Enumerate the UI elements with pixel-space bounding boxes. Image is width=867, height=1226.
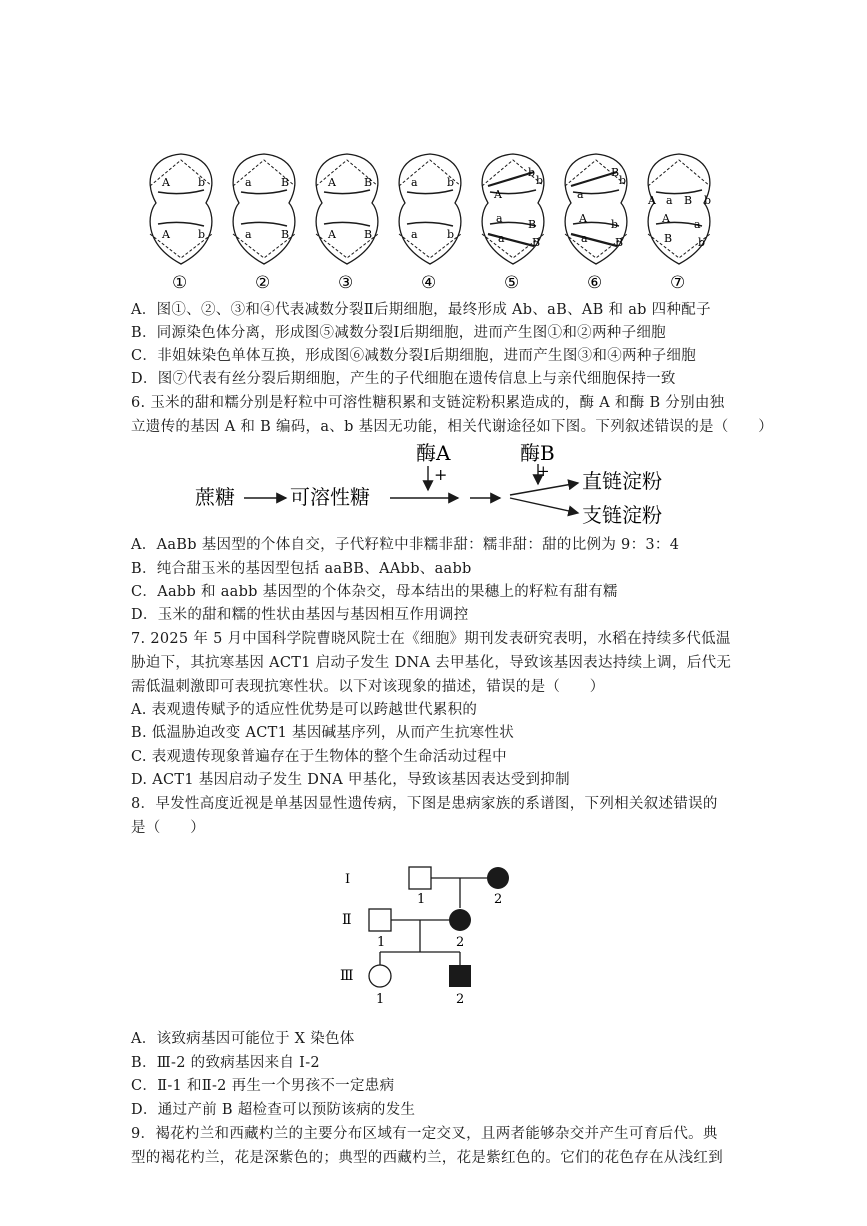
allele-label: B [611,166,620,179]
enzyme-b-label: 酶B [520,441,555,465]
allele-label: b [447,228,455,241]
q9-stem-line-2: 型的褐花杓兰，花是深紫色的；典型的西藏杓兰，花是紫红色的。它们的花色存在从浅红到 [131,1150,723,1166]
female-unaffected-III-1 [369,965,391,987]
allele-label: b [611,218,619,231]
q5-option-d: D．图⑦代表有丝分裂后期细胞，产生的子代细胞在遗传信息上与亲代细胞保持一致 [131,371,676,387]
cell-number-label: ⑤ [504,273,520,293]
dividing-cell [647,154,711,293]
allele-label: A [579,212,587,225]
individual-number: 2 [456,935,465,950]
allele-label: a [694,218,701,231]
q8-stem-line-2: 是（ ） [131,820,205,836]
allele-label: b [698,236,706,249]
allele-label: b [536,174,544,187]
q6-stem-line-1: 6. 玉米的甜和糯分别是籽粒中可溶性糖积累和支链淀粉积累造成的，酶 A 和酶 B 分别由独 [131,395,725,411]
cell-number-label: ⑥ [587,273,603,293]
generation-label-1: Ⅰ [345,872,351,887]
allele-label: B [364,228,373,241]
q8-option-a: A．该致病基因可能位于 X 染色体 [131,1031,355,1047]
allele-label: B [684,194,693,207]
generation-label-3: Ⅲ [340,968,354,984]
allele-label: A [162,176,170,189]
dividing-cell [482,154,544,293]
female-affected-II-2 [449,909,471,931]
allele-label: B [281,228,290,241]
allele-label: B [364,176,373,189]
plus-sign-a: + [434,465,448,484]
allele-label: b [198,176,206,189]
cell-number-label: ② [255,273,271,293]
allele-label: a [498,232,505,245]
cell-division-figure [140,150,720,295]
cell-number-label: ① [172,273,188,293]
allele-label: a [245,176,252,189]
q6-option-a: A．AaBb 基因型的个体自交，子代籽粒中非糯非甜：糯非甜：甜的比例为 9：3：4 [131,537,680,553]
dividing-cell [150,154,212,293]
allele-label: b [198,228,206,241]
q8-option-c: C．Ⅱ-1 和Ⅱ-2 再生一个男孩不一定患病 [131,1078,395,1094]
allele-label: B [528,218,537,231]
allele-label: A [648,194,656,207]
metabolic-pathway-diagram [180,438,680,533]
q5-option-b: B．同源染色体分离，形成图⑤减数分裂Ⅰ后期细胞，进而产生图①和②两种子细胞 [131,325,666,341]
q7-stem-line-2: 胁迫下，其抗寒基因 ACT1 启动子发生 DNA 去甲基化，导致该基因表达持续上调，后代无 [131,655,732,671]
male-affected-III-2 [449,965,471,987]
allele-label: B [532,236,541,249]
sucrose-label: 蔗糖 [195,485,235,509]
allele-label: B [664,232,673,245]
q8-option-b: B．Ⅲ-2 的致病基因来自 I-2 [131,1055,320,1071]
dividing-cell [565,154,627,293]
allele-label: a [411,176,418,189]
allele-label: a [581,232,588,245]
soluble-sugar-label: 可溶性糖 [290,485,370,509]
q7-option-d: D. ACT1 基因启动子发生 DNA 甲基化，导致该基因表达受到抑制 [131,772,570,788]
q7-stem-line-1: 7. 2025 年 5 月中国科学院曹晓风院士在《细胞》期刊发表研究表明，水稻在持续多代低温 [131,631,731,647]
allele-label: B [615,236,624,249]
plus-sign-b: + [537,462,550,480]
cell-number-label: ⑦ [670,273,686,293]
q9-stem-line-1: 9．褐花杓兰和西藏杓兰的主要分布区域有一定交叉，且两者能够杂交并产生可育后代。典 [131,1126,718,1142]
allele-label: b [619,174,627,187]
q6-stem-line-2: 立遗传的基因 A 和 B 编码，a、b 基因无功能，相关代谢途径如下图。下列叙述错误的是（ ） [131,419,773,435]
individual-number: 2 [494,892,503,907]
cell-number-label: ③ [338,273,354,293]
q7-option-a: A. 表观遗传赋予的适应性优势是可以跨越世代累积的 [131,702,478,718]
female-affected-I-2 [487,867,509,889]
allele-label: A [162,228,170,241]
generation-label-2: Ⅱ [342,912,352,928]
dividing-cell [316,154,378,293]
q5-option-a: A．图①、②、③和④代表减数分裂Ⅱ后期细胞，最终形成 Ab、aB、AB 和 ab 四种配子 [131,302,711,318]
allele-label: a [496,212,503,225]
pedigree-chart [330,858,530,1008]
q8-option-d: D．通过产前 B 超检查可以预防该病的发生 [131,1102,416,1118]
allele-label: b [447,176,455,189]
q7-stem-line-3: 需低温刺激即可表现抗寒性状。以下对该现象的描述，错误的是（ ） [131,679,605,695]
individual-number: 1 [377,935,386,950]
male-unaffected-II-1 [369,909,391,931]
allele-label: A [494,188,502,201]
q6-option-b: B．纯合甜玉米的基因型包括 aaBB、AAbb、aabb [131,561,472,577]
cell-number-label: ④ [421,273,437,293]
allele-label: B [281,176,290,189]
allele-label: A [662,212,670,225]
dividing-cell [399,154,461,293]
allele-label: a [411,228,418,241]
allele-label: b [528,166,536,179]
allele-label: a [577,188,584,201]
q7-option-b: B. 低温胁迫改变 ACT1 基因碱基序列，从而产生抗寒性状 [131,725,515,741]
individual-number: 1 [417,892,426,907]
allele-label: A [328,228,336,241]
allele-label: b [704,194,712,207]
individual-number: 1 [376,992,385,1007]
q6-option-c: C．Aabb 和 aabb 基因型的个体杂交，母本结出的果穗上的籽粒有甜有糯 [131,584,618,600]
male-unaffected-I-1 [409,867,431,889]
q6-option-d: D．玉米的甜和糯的性状由基因与基因相互作用调控 [131,607,469,623]
allele-label: a [666,194,673,207]
dividing-cell [233,154,295,293]
allele-label: A [328,176,336,189]
q5-option-c: C．非姐妹染色单体互换，形成图⑥减数分裂Ⅰ后期细胞，进而产生图③和④两种子细胞 [131,348,697,364]
amylose-label: 直链淀粉 [582,469,662,493]
q7-option-c: C. 表观遗传现象普遍存在于生物体的整个生命活动过程中 [131,749,507,765]
enzyme-a-label: 酶A [416,441,451,465]
individual-number: 2 [456,992,465,1007]
amylopectin-label: 支链淀粉 [582,503,662,527]
q8-stem-line-1: 8．早发性高度近视是单基因显性遗传病，下图是患病家族的系谱图，下列相关叙述错误的 [131,796,718,812]
allele-label: a [245,228,252,241]
